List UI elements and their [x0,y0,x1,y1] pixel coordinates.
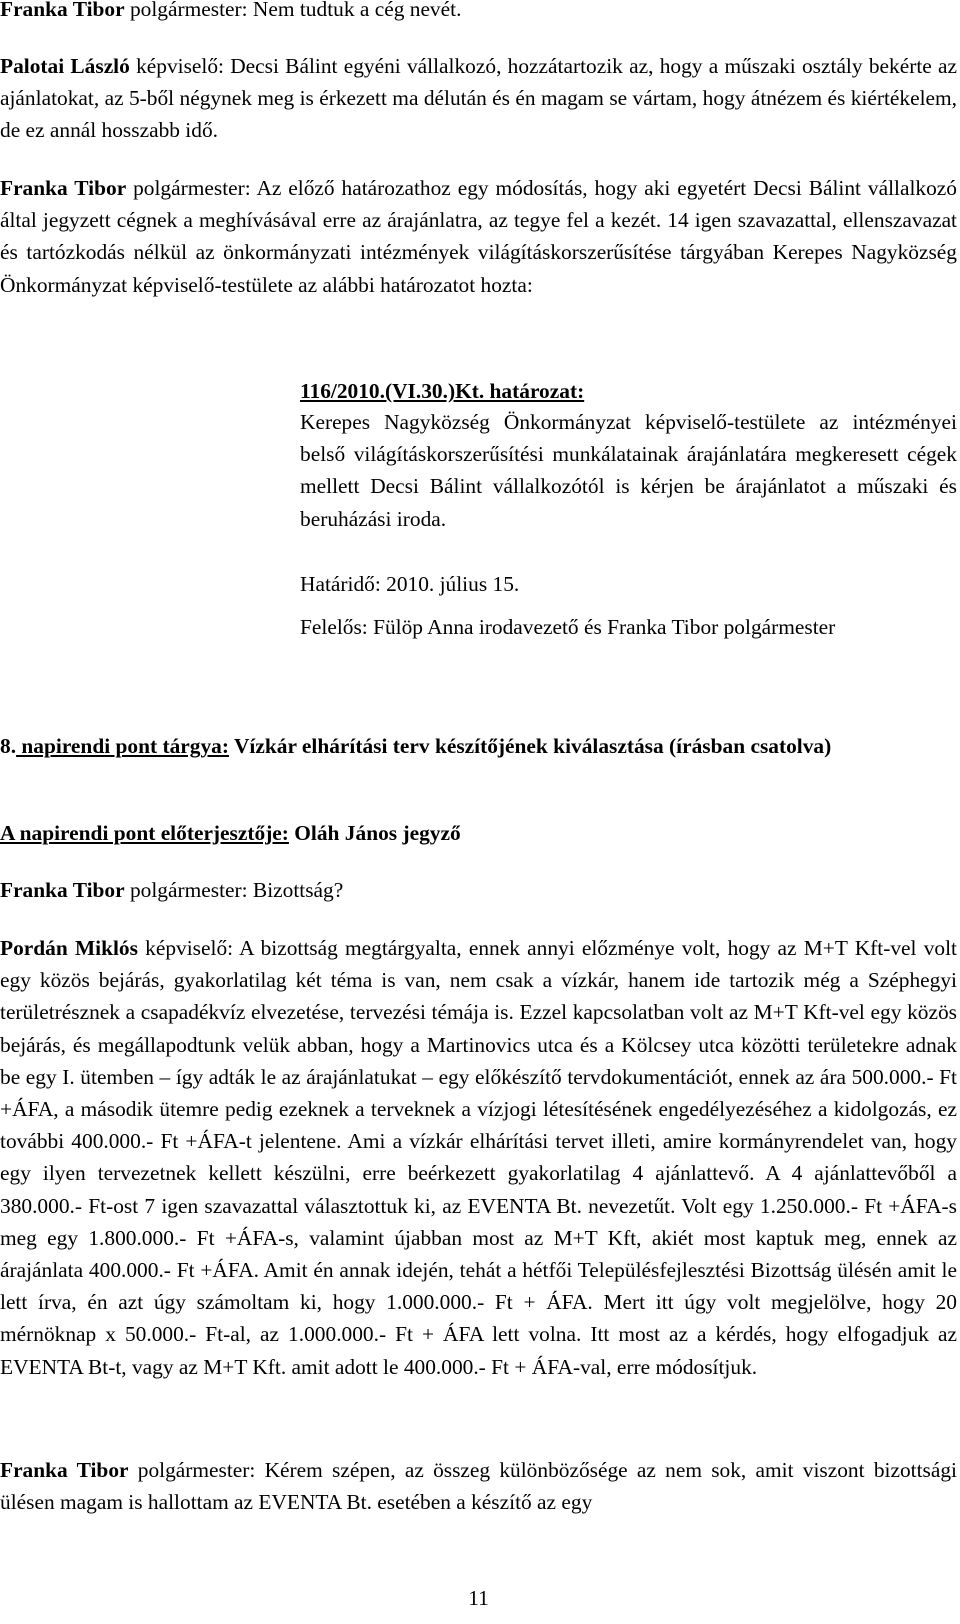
paragraph-mayor-2 [0,172,957,301]
agenda-number: 8. [0,734,17,758]
resolution-responsible: Felelős: Fülöp Anna irodavezető és Franka Tibor polgármester [300,615,836,639]
paragraph-pordan [0,932,957,1383]
speaker-name: Pordán Miklós [0,936,138,960]
speaker-name: Franka Tibor [0,0,125,21]
speaker-name: Palotai László [0,54,130,78]
agenda-label: napirendi pont tárgya: [16,734,229,758]
paragraph-palotai [0,50,957,147]
paragraph-mayor-3 [0,874,957,906]
paragraph-text: polgármester: Az előző határozathoz egy módosítás, hogy aki egyetért Decsi Bálint vállalkozó által jegyzett cégnek a meghívásával erre az árajánlatra, az tegye fel a kezét. 14 igen szavazattal, ellenszavazat és tartózkodás nélkül az önkormányzati intézmények világításkorszerűsítése tárgyában Kerepes Nagyközség Önkormányzat képviselő-testülete az alábbi határozatot hozta: [0,176,957,297]
page-number: 11 [468,1586,489,1610]
presenter-label: A napirendi pont előterjesztője: [0,821,289,845]
speaker-name: Franka Tibor [0,1458,129,1482]
paragraph-text: polgármester: Bizottság? [124,878,344,902]
paragraph-mayor-1 [0,0,957,25]
paragraph-mayor-4 [0,1454,957,1518]
paragraph-text: polgármester: Nem tudtuk a cég nevét. [124,0,462,21]
presenter-name: Oláh János jegyző [288,821,461,845]
speaker-name: Franka Tibor [0,176,127,200]
resolution-deadline: Határidő: 2010. július 15. [300,572,520,596]
resolution-body: Kerepes Nagyközség Önkormányzat képviselő-testülete az intézményei belső világításkorszerűsítési munkálatainak árajánlatára megkeresett cégek mellett Decsi Bálint vállalkozótól is kérjen be árajánlatot a műszaki és beruházási iroda. [300,410,957,531]
paragraph-text: polgármester: Kérem szépen, az összeg különbözősége az nem sok, amit viszont bizottsági ülésen magam is hallottam az EVENTA Bt. esetében a készítő az egy [0,1458,957,1515]
resolution-number: 116/2010.(VI.30.)Kt. határozat: [300,379,585,403]
paragraph-text: képviselő: Decsi Bálint egyéni vállalkozó, hozzátartozik az, hogy a műszaki osztály bekérte az ajánlatokat, az 5-ből négynek meg is érkezett ma délután és én magam se vártam, hogy átnézem és kiértékelem, de ez annál hosszabb idő. [0,54,957,143]
agenda-presenter [0,817,957,849]
agenda-title: Vízkár elhárítási terv készítőjének kiválasztása (írásban csatolva) [229,734,832,758]
paragraph-text: képviselő: A bizottság megtárgyalta, ennek annyi előzménye volt, hogy az M+T Kft-vel volt egy közös bejárás, gyakorlatilag két téma is van, nem csak a vízkár, hanem ide tartozik még a Széphegyi területrésznek a csapadékvíz elvezetése, tervezési témája is. Ezzel kapcsolatban volt az M+T Kft-vel egy közös bejárás, és megállapodtunk velük abban, hogy a Martinovics utca és a Kölcsey utca közötti területekre adnak be egy I. ütemben – így adták le az árajánlatukat – egy előkészítő tervdokumentációt, ennek az ára 500.000.- Ft +ÁFA, a második ütemre pedig ezeknek a terveknek a vízjogi létesítésének engedélyezéséhez a kidolgozás, ez további 400.000.- Ft +ÁFA-t jelentene. Ami a vízkár elhárítási tervet illeti, amire kormányrendelet van, hogy egy ilyen tervezetnek kellett készülni, erre beérkezett gyakorlatilag 4 ajánlattevő. A 4 ajánlattevőből a 380.000.- Ft-ost 7 igen szavazattal választottuk ki, az EVENTA Bt. nevezetűt. Volt egy 1.250.000.- Ft +ÁFA-s meg egy 1.800.000.- Ft +ÁFA-s, valamint újabban most az M+T Kft, akiét most kaptuk meg, ennek az árajánlata 400.000.- Ft +ÁFA. Amit én annak idején, tehát a hétfői Településfejlesztési Bizottság ülésén amit le lett írva, én azt úgy számoltam ki, hogy 1.000.000.- Ft + ÁFA. Mert itt úgy volt megjelölve, hogy 20 mérnöknap x 50.000.- Ft-al, az 1.000.000.- Ft + ÁFA lett volna. Itt most az a kérdés, hogy elfogadjuk az EVENTA Bt-t, vagy az M+T Kft. amit adott le 400.000.- Ft + ÁFA-val, erre módosítjuk. [0,936,957,1379]
speaker-name: Franka Tibor [0,878,125,902]
agenda-heading [0,730,957,762]
